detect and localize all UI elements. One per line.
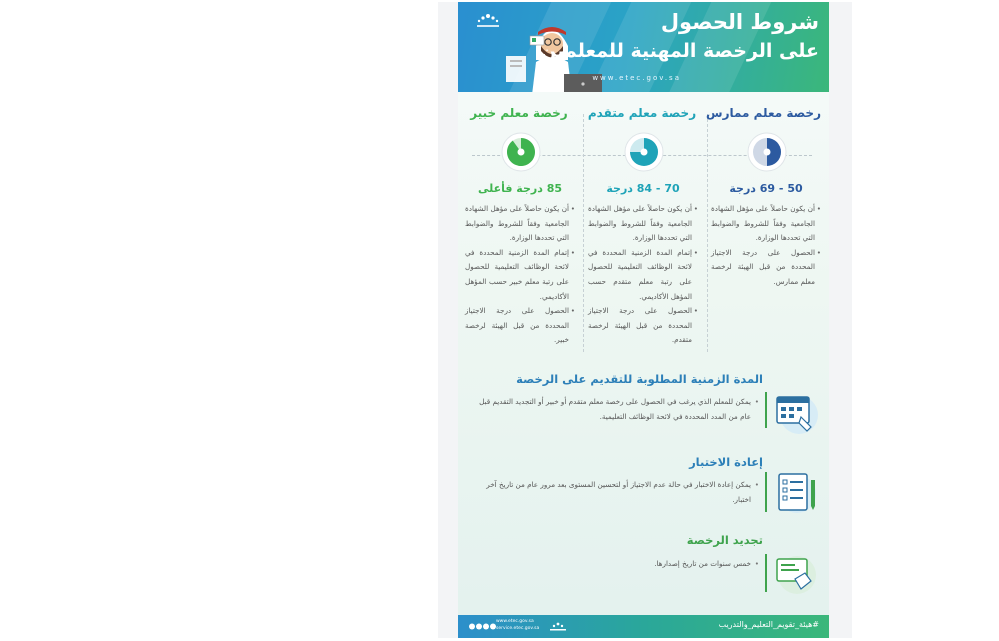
score-ring-icon [624, 132, 664, 172]
footer-site: www.etec.gov.sa [496, 619, 534, 624]
header-url: www.etec.gov.sa [592, 74, 681, 82]
test-paper-icon [771, 468, 819, 516]
section-accent-line [765, 472, 767, 512]
section-accent-line [765, 392, 767, 428]
requirement-item: • الحصول على درجة الاجتياز المحددة من قبل الهيئة لرخصة متقدم. [588, 304, 698, 348]
section-accent-line [765, 554, 767, 592]
footer-websites [496, 618, 539, 632]
requirements-list [588, 202, 698, 348]
calendar-icon [771, 387, 819, 435]
etec-logo-icon [474, 10, 502, 30]
license-title: رخصة معلم ممارس [706, 106, 821, 120]
score-ring-icon [747, 132, 787, 172]
score-range: 85 درجة فأعلى [477, 182, 562, 195]
requirement-item: • إتمام المدة الزمنية المحددة في لائحة الوظائف التعليمية للحصول على رتبة معلم خبير حسب المؤهل الأكاديمي. [465, 246, 575, 304]
bullet: • [754, 559, 759, 568]
footer-bar [458, 615, 829, 638]
section-title: إعادة الاختبار [689, 455, 763, 469]
license-column-advanced [584, 106, 702, 356]
section-title: المدة الزمنية المطلوبة للتقديم على الرخصة [516, 372, 763, 386]
footer-site: service.etec.gov.sa [496, 626, 540, 631]
renew-license-icon [771, 549, 819, 597]
bullet: • [754, 480, 759, 489]
license-title: رخصة معلم متقدم [587, 106, 697, 120]
requirements-list [465, 202, 575, 348]
section-text-content: خمس سنوات من تاريخ إصدارها. [654, 559, 751, 568]
requirement-item: • إتمام المدة الزمنية المحددة في لائحة الوظائف التعليمية للحصول على رتبة معلم متقدم حسب المؤهل الأكاديمي. [588, 246, 698, 304]
requirement-item: • الحصول على درجة الاجتياز المحددة من قبل الهيئة لرخصة معلم ممارس. [711, 246, 821, 290]
license-column-expert [461, 106, 579, 356]
section-text-content: يمكن إعادة الاختبار في حالة عدم الاجتياز أو لتحسين المستوى بعد مرور عام من تاريخ آخر اختبار. [486, 480, 751, 504]
requirements-list [711, 202, 821, 290]
score-ring-icon [501, 132, 541, 172]
license-title: رخصة معلم خبير [470, 106, 568, 120]
requirement-item: • الحصول على درجة الاجتياز المحددة من قبل الهيئة لرخصة خبير. [465, 304, 575, 348]
score-range: 70 - 84 درجة [606, 182, 680, 195]
section-text [479, 477, 759, 507]
section-text [479, 394, 759, 424]
requirement-item: • أن يكون حاصلاً على مؤهل الشهادة الجامعية وفقاً للشروط والضوابط التي تحددها الوزارة. [465, 202, 575, 246]
header-banner [458, 2, 829, 92]
page-subtitle: على الرخصة المهنية للمعلمين [540, 40, 819, 62]
infographic-poster [458, 2, 829, 638]
requirement-item: • أن يكون حاصلاً على مؤهل الشهادة الجامعية وفقاً للشروط والضوابط التي تحددها الوزارة. [588, 202, 698, 246]
footer-hashtag: #هيئة_تقويم_التعليم_والتدريب [718, 620, 819, 629]
section-text [479, 556, 759, 571]
score-range: 50 - 69 درجة [729, 182, 803, 195]
license-column-practitioner [707, 106, 825, 356]
requirement-item: • أن يكون حاصلاً على مؤهل الشهادة الجامعية وفقاً للشروط والضوابط التي تحددها الوزارة. [711, 202, 821, 246]
section-text-content: يمكن للمعلم الذي يرغب في الحصول على رخصة معلم متقدم أو خبير أو التجديد التقديم قبل عام من المدد المحددة في لائحة الوظائف التعليمية. [479, 397, 751, 421]
page-title: شروط الحصول [660, 10, 819, 34]
bullet: • [754, 397, 759, 406]
section-title: تجديد الرخصة [686, 533, 763, 547]
